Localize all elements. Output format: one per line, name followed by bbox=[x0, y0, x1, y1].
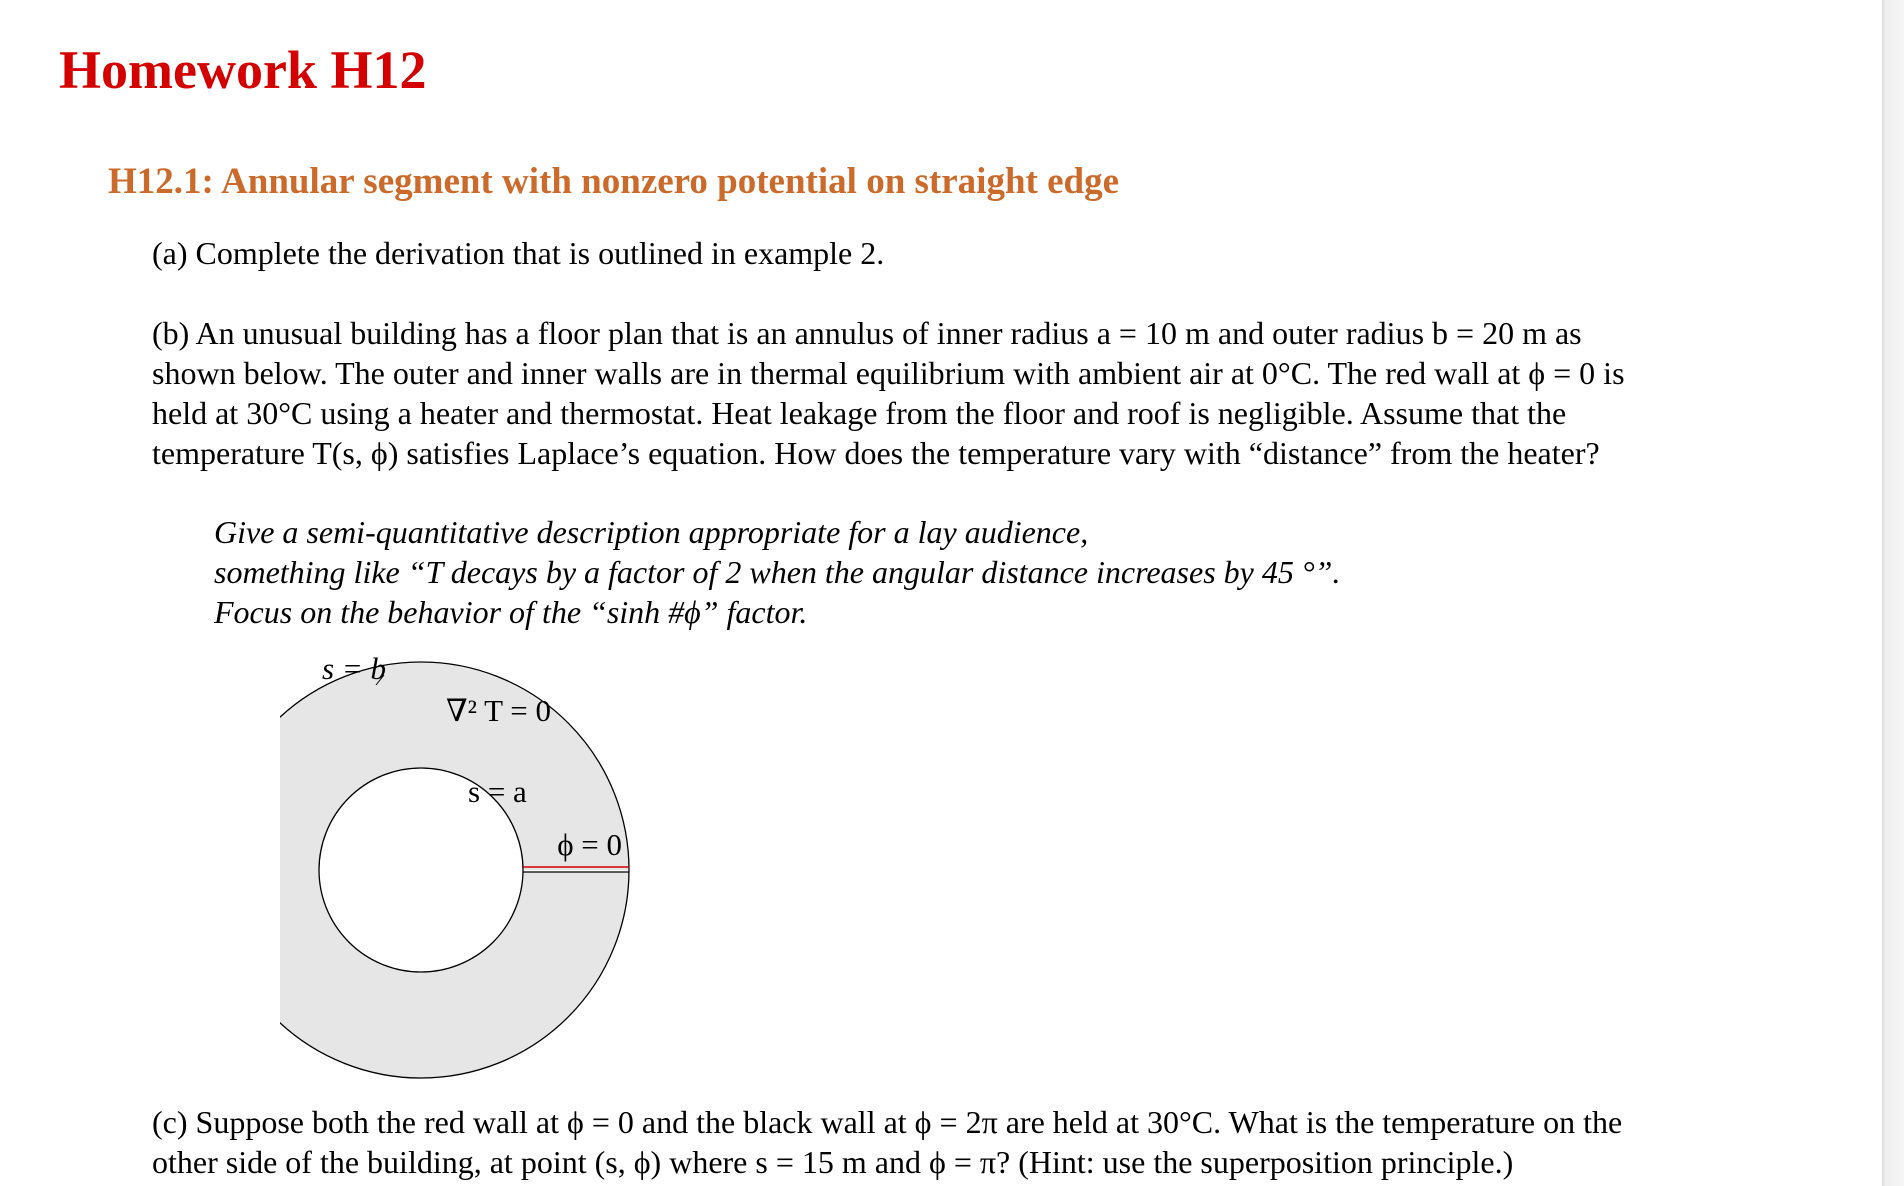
part-b-text bbox=[152, 313, 1732, 473]
outer-radius-label: s = b bbox=[322, 655, 386, 686]
part-b-line: (b) An unusual building has a floor plan that is an annulus of inner radius a = 10 m and outer radius b = 20 m as bbox=[152, 315, 1582, 351]
laplace-equation-label: ∇² T = 0 bbox=[446, 693, 551, 728]
part-c-text bbox=[152, 1102, 1732, 1182]
hint-line: Focus on the behavior of the “sinh #ϕ” factor. bbox=[214, 594, 808, 630]
hint-line: Give a semi-quantitative description appropriate for a lay audience, bbox=[214, 514, 1089, 550]
hint-line: something like “T decays by a factor of 2 when the angular distance increases by 45 °”. bbox=[214, 554, 1341, 590]
hint-text bbox=[214, 512, 1340, 632]
page-title: Homework H12 bbox=[59, 40, 427, 100]
annulus-figure bbox=[280, 655, 730, 1085]
part-a-text: (a) Complete the derivation that is outlined in example 2. bbox=[152, 235, 885, 271]
part-b-line: temperature T(s, ϕ) satisfies Laplace’s equation. How does the temperature vary with “distance” from the heater? bbox=[152, 435, 1600, 471]
page-edge-shadow bbox=[1882, 0, 1904, 1186]
section-title: H12.1: Annular segment with nonzero potential on straight edge bbox=[108, 161, 1120, 202]
angle-zero-label: ϕ = 0 bbox=[557, 827, 622, 862]
part-c-line: other side of the building, at point (s, ϕ) where s = 15 m and ϕ = π? (Hint: use the superposition principle.) bbox=[152, 1144, 1514, 1180]
part-b-line: shown below. The outer and inner walls are in thermal equilibrium with ambient air at 0°C. The red wall at ϕ = 0 is bbox=[152, 355, 1625, 391]
part-c-line: (c) Suppose both the red wall at ϕ = 0 and the black wall at ϕ = 2π are held at 30°C. What is the temperature on the bbox=[152, 1104, 1623, 1140]
inner-radius-label: s = a bbox=[468, 774, 527, 809]
part-b-line: held at 30°C using a heater and thermostat. Heat leakage from the floor and roof is negligible. Assume that the bbox=[152, 395, 1567, 431]
